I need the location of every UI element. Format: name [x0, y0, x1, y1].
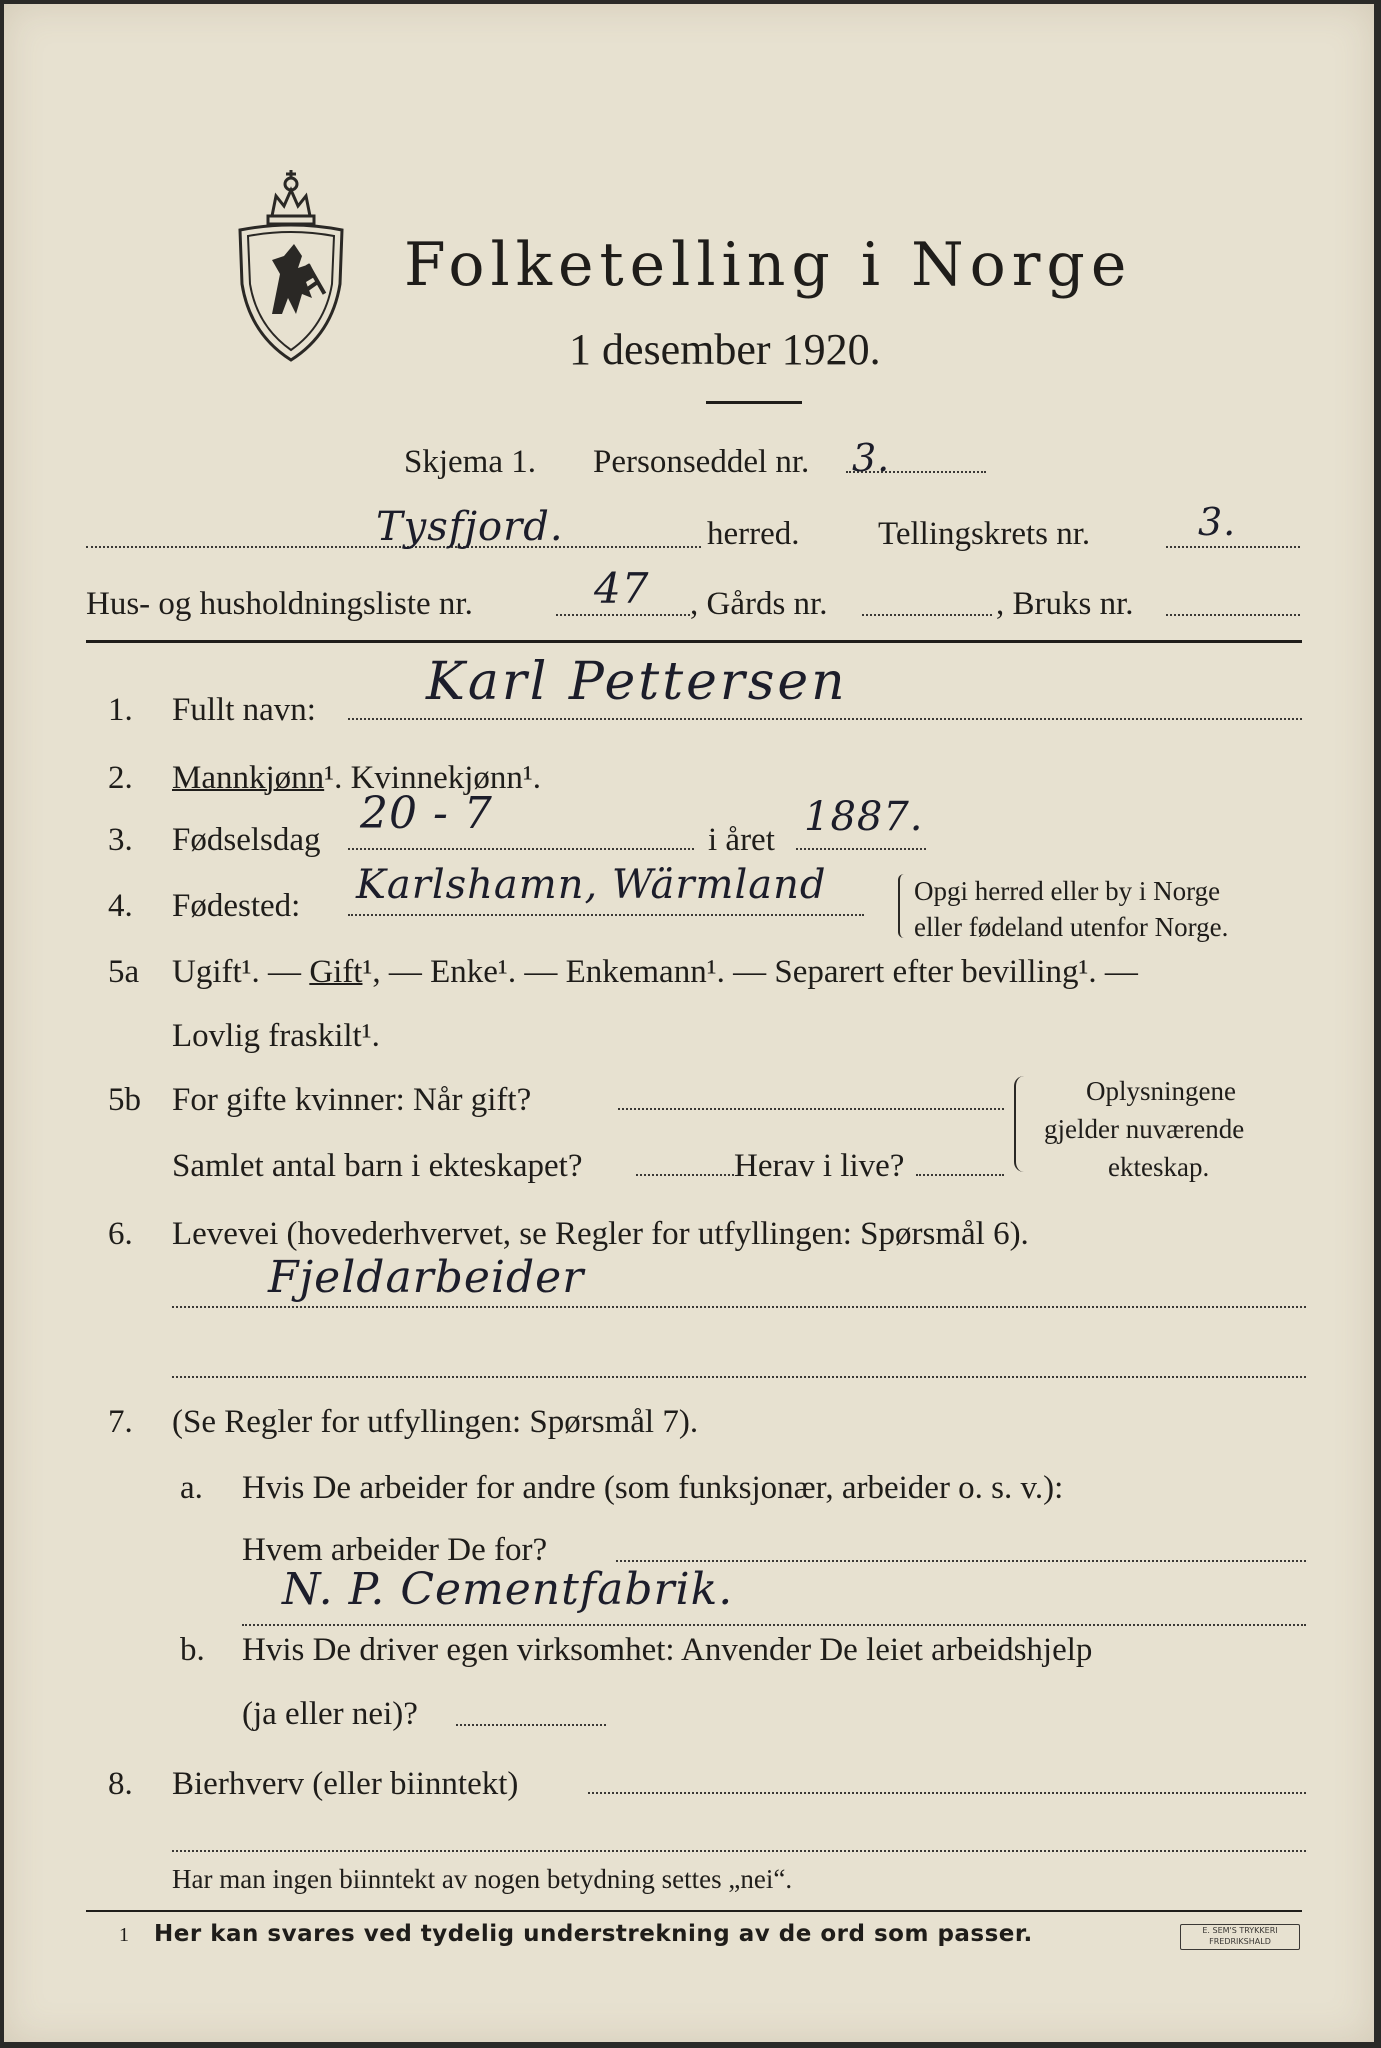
- household-list-line: [556, 614, 690, 616]
- q4-number: 4.: [108, 888, 133, 924]
- q5b-note-line1: Oplysningene: [1086, 1076, 1236, 1106]
- herred-label: herred.: [707, 516, 800, 552]
- footnote-mark: 1: [119, 1924, 129, 1946]
- q5b-number: 5b: [108, 1082, 141, 1118]
- q6-line2: [172, 1376, 1306, 1378]
- q7a-letter: a.: [180, 1470, 203, 1506]
- q8-line2: [172, 1850, 1306, 1852]
- q1-line: [348, 718, 1302, 720]
- herred-value[interactable]: Tysfjord.: [376, 504, 564, 550]
- q1-number: 1.: [108, 692, 133, 728]
- personseddel-label: Personseddel nr.: [593, 444, 810, 480]
- bruks-label: , Bruks nr.: [996, 586, 1134, 622]
- personseddel-value[interactable]: 3.: [852, 436, 891, 480]
- q5b-bracket: [1014, 1076, 1030, 1172]
- footer-divider: [86, 1910, 1302, 1912]
- gards-line: [862, 614, 992, 616]
- q5b-note-line3: ekteskap.: [1108, 1152, 1210, 1182]
- q5a-number: 5a: [108, 954, 140, 990]
- household-list-label: Hus- og husholdningsliste nr.: [86, 586, 473, 622]
- tellingskrets-label: Tellingskrets nr.: [878, 516, 1091, 552]
- q5b-alive-line: [916, 1174, 1004, 1176]
- q3-year-label: i året: [708, 822, 775, 858]
- q5b-note-line2: gjelder nuværende: [1044, 1114, 1245, 1144]
- tellingskrets-line: [1166, 546, 1300, 548]
- q3-year-line: [796, 848, 926, 850]
- q1-label: Fullt navn:: [172, 692, 316, 728]
- q6-number: 6.: [108, 1216, 133, 1252]
- q7a-line2: [242, 1624, 1306, 1626]
- printer-stamp: [1180, 1924, 1300, 1950]
- q7a-line1: [616, 1560, 1306, 1562]
- census-date: 1 desember 1920.: [569, 325, 881, 374]
- q5a-other-options[interactable]: ¹, — Enke¹. — Enkemann¹. — Separert efter bevilling¹. —: [362, 954, 1138, 990]
- q5a-marital-options: [172, 954, 1138, 991]
- q7b-yes-no-label: (ja eller nei)?: [242, 1696, 418, 1732]
- q7a-employer-value[interactable]: N. P. Cementfabrik.: [282, 1564, 734, 1615]
- q6-line1: [172, 1306, 1306, 1308]
- q2-footnote-mark: ¹.: [324, 760, 343, 796]
- printer-name: E. SEM'S TRYKKERI: [1202, 1926, 1278, 1935]
- q7b-line: [456, 1724, 606, 1726]
- q5b-when-married-line: [618, 1108, 1004, 1110]
- q5b-children-line: [636, 1174, 734, 1176]
- q3-year-value[interactable]: 1887.: [804, 794, 924, 840]
- q6-occupation-value[interactable]: Fjeldarbeider: [268, 1252, 585, 1303]
- header-divider: [86, 640, 1302, 643]
- form-title: Folketelling i Norge: [404, 230, 1133, 300]
- q8-number: 8.: [108, 1766, 133, 1802]
- q7-number: 7.: [108, 1404, 133, 1440]
- q5b-children-label: Samlet antal barn i ekteskapet?: [172, 1148, 583, 1184]
- q4-label: Fødested:: [172, 888, 301, 924]
- q5a-unmarried-option[interactable]: Ugift¹. —: [172, 954, 302, 990]
- q4-line: [348, 914, 864, 916]
- schema-label: Skjema 1.: [404, 444, 536, 480]
- q2-number: 2.: [108, 760, 133, 796]
- printer-town: FREDRIKSHALD: [1209, 1937, 1271, 1946]
- q4-note-line2: eller fødeland utenfor Norge.: [914, 912, 1229, 942]
- footnote-text: Her kan svares ved tydelig understrekning av de ord som passer.: [154, 1921, 1033, 1947]
- q3-label: Fødselsdag: [172, 822, 321, 858]
- household-list-value[interactable]: 47: [594, 564, 650, 613]
- q4-note-line1: Opgi herred eller by i Norge: [914, 876, 1221, 906]
- q3-day-line: [348, 848, 694, 850]
- q5a-divorced-option[interactable]: Lovlig fraskilt¹.: [172, 1018, 380, 1054]
- q7a-employer-label: Hvem arbeider De for?: [242, 1532, 548, 1568]
- q7-label: (Se Regler for utfyllingen: Spørsmål 7).: [172, 1404, 699, 1440]
- q6-label: Levevei (hovederhvervet, se Regler for utfyllingen: Spørsmål 6).: [172, 1216, 1029, 1252]
- census-form-sheet: [4, 4, 1374, 2042]
- q5a-married-option[interactable]: Gift: [309, 954, 363, 990]
- q2-male-option[interactable]: Mannkjønn: [172, 760, 325, 796]
- q5b-when-married-label: For gifte kvinner: Når gift?: [172, 1082, 532, 1118]
- q4-bracket: [898, 874, 908, 938]
- q3-birthday-value[interactable]: 20 - 7: [360, 788, 493, 839]
- gards-label: , Gårds nr.: [690, 586, 828, 622]
- bruks-line: [1166, 614, 1300, 616]
- q1-full-name-value[interactable]: Karl Pettersen: [426, 652, 848, 712]
- title-divider: [706, 401, 802, 404]
- q8-note: Har man ingen biinntekt av nogen betydning settes „nei“.: [172, 1864, 793, 1894]
- q8-label: Bierhverv (eller biinntekt): [172, 1766, 519, 1802]
- q3-number: 3.: [108, 822, 133, 858]
- q7b-label: Hvis De driver egen virksomhet: Anvender De leiet arbeidshjelp: [242, 1632, 1093, 1668]
- q7a-label: Hvis De arbeider for andre (som funksjonær, arbeider o. s. v.):: [242, 1470, 1064, 1506]
- q2-female-option[interactable]: Kvinnekjønn¹.: [350, 760, 542, 796]
- q4-birthplace-value[interactable]: Karlshamn, Wärmland: [356, 862, 827, 908]
- coat-of-arms-icon: [232, 164, 350, 364]
- tellingskrets-value[interactable]: 3.: [1198, 500, 1237, 544]
- q8-line1: [588, 1792, 1306, 1794]
- q7b-letter: b.: [180, 1632, 205, 1668]
- q5b-alive-label: Herav i live?: [734, 1148, 905, 1184]
